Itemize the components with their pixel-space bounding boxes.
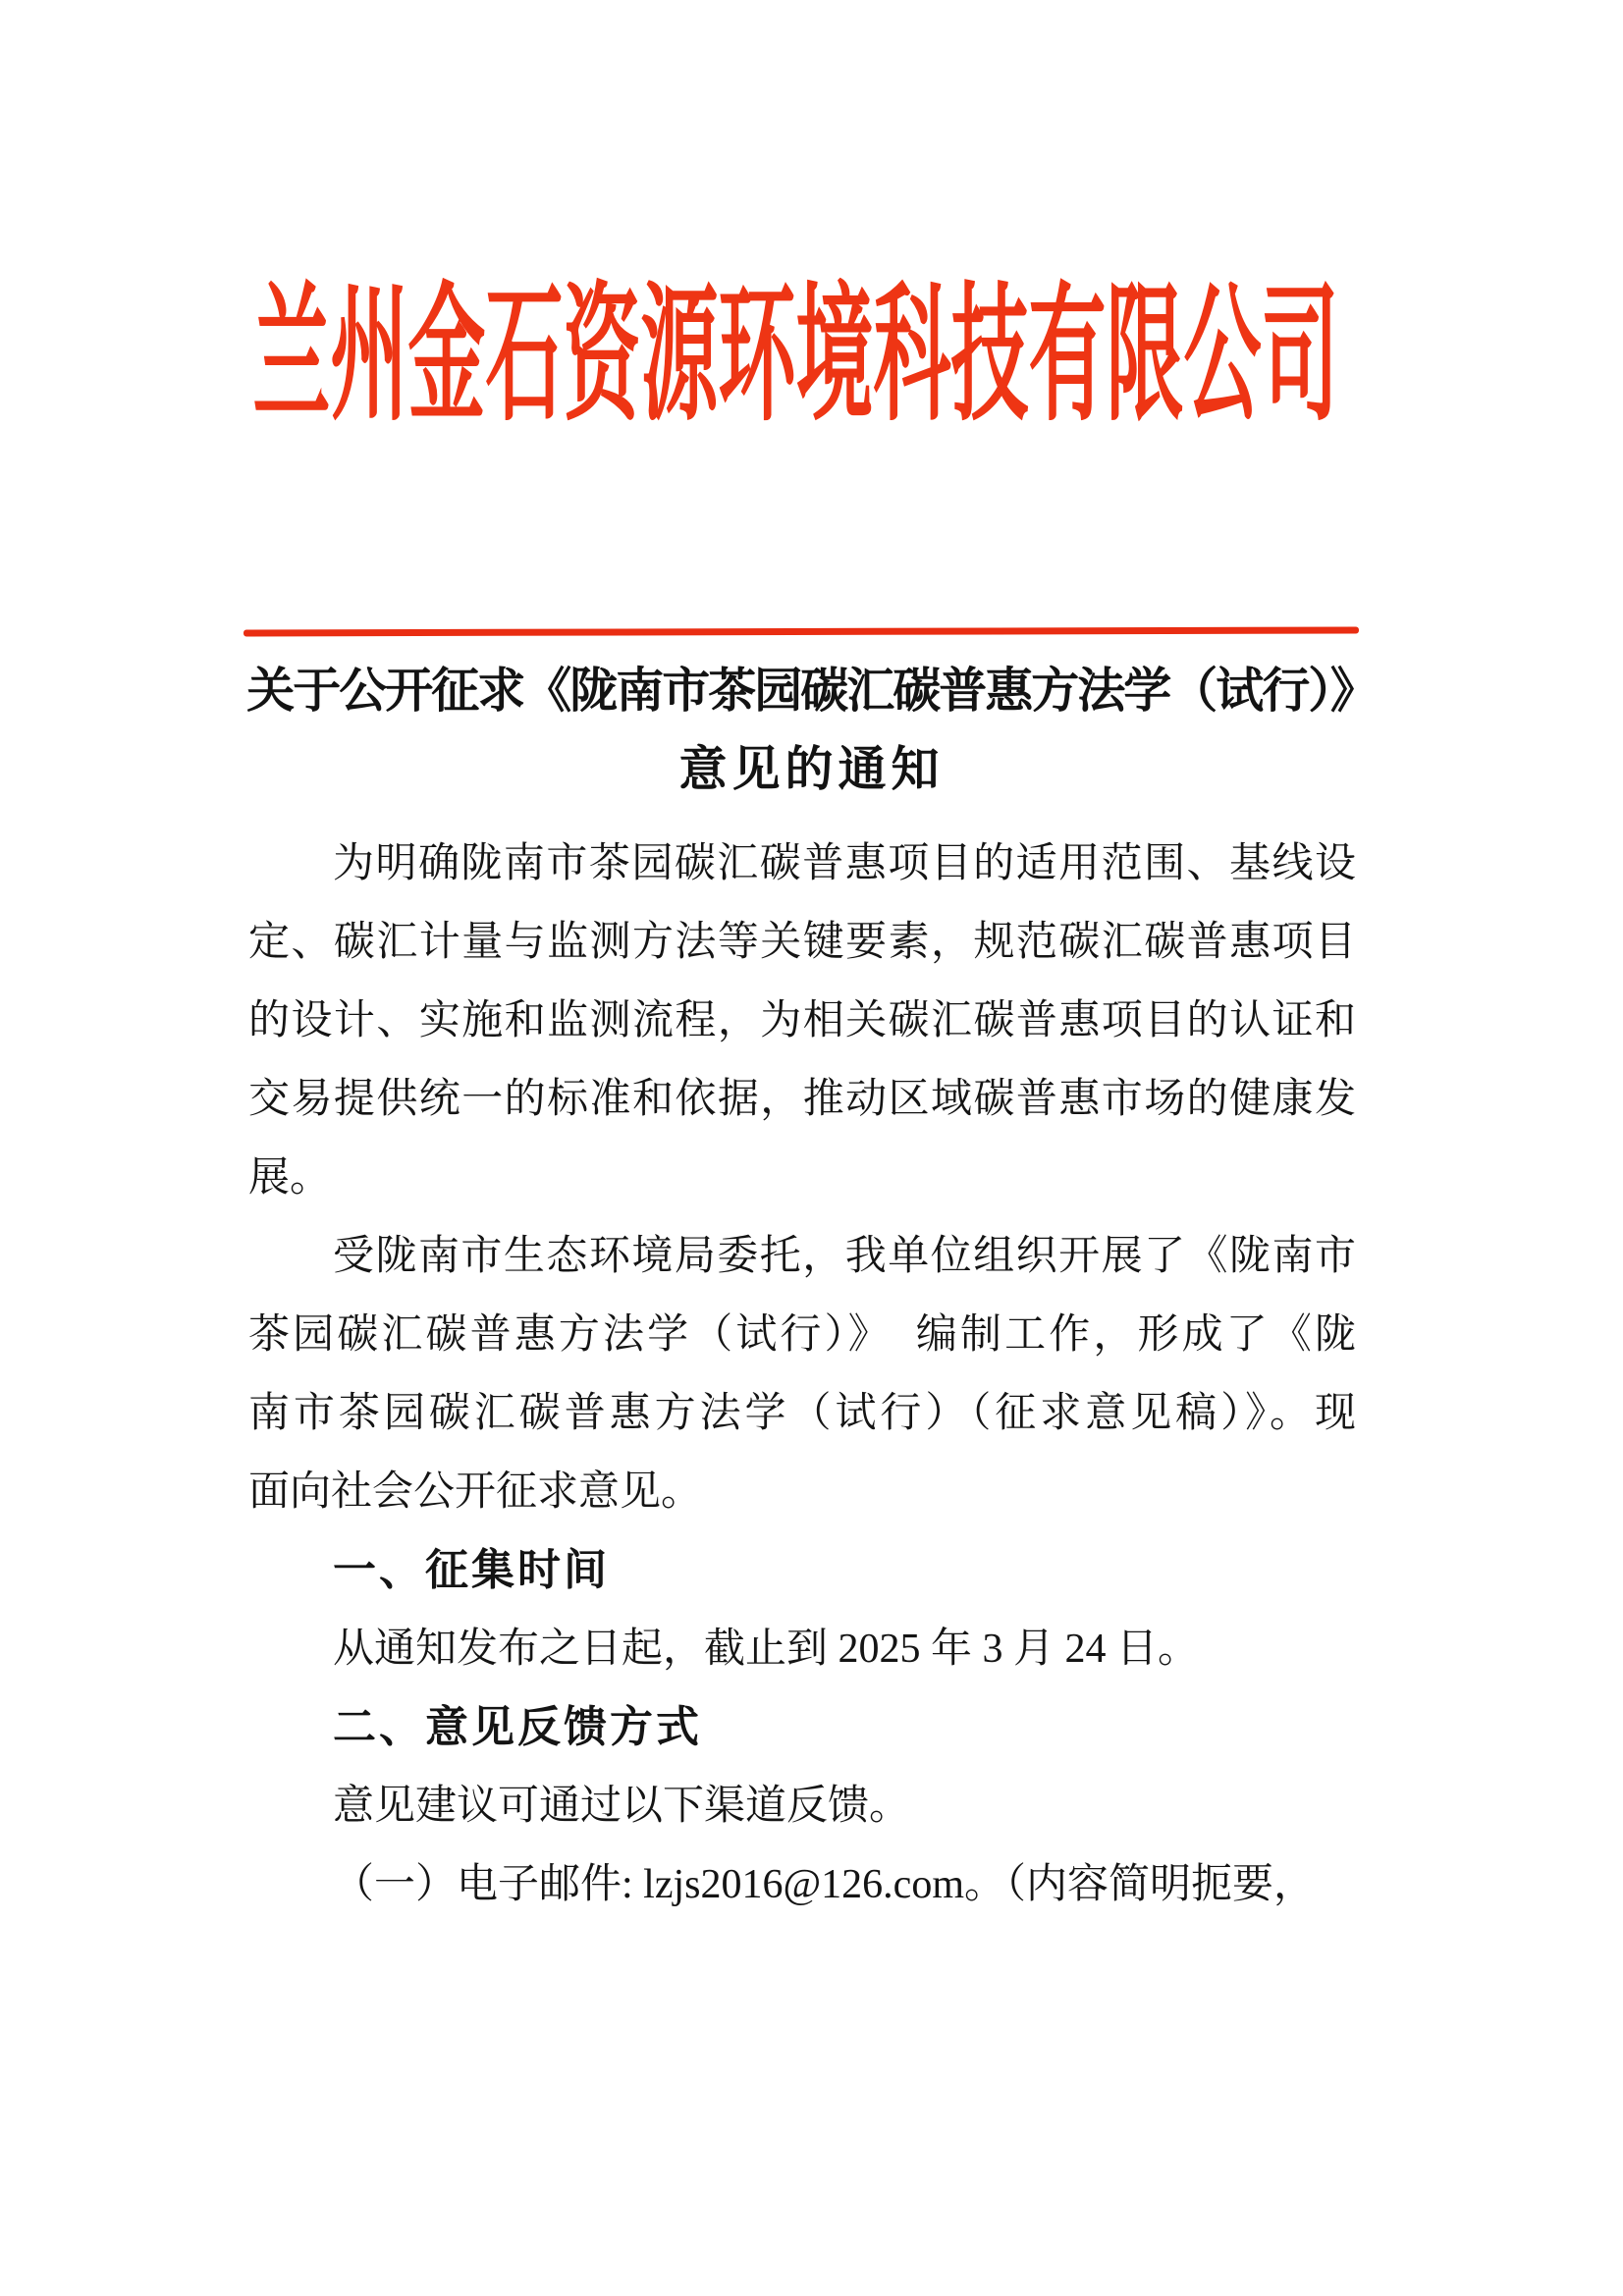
collection-deadline-line: 从通知发布之日起，截止到 2025 年 3 月 24 日。 [333,1627,1200,1672]
paragraph-line: 受陇南市生态环境局委托，我单位组织开展了《陇南市 [333,1234,1356,1279]
section-heading-collection-time: 一、征集时间 [333,1546,610,1594]
paragraph-line: 面向社会公开征求意见。 [248,1469,703,1515]
letterhead-divider-line [243,627,1359,637]
paragraph-line: 的设计、实施和监测流程，为相关碳汇碳普惠项目的认证和 [248,998,1356,1043]
paragraph-line: 交易提供统一的标准和依据，推动区域碳普惠市场的健康发 [248,1077,1356,1122]
feedback-channels-line: 意见建议可通过以下渠道反馈。 [333,1784,911,1829]
paragraph-line: 南市茶园碳汇碳普惠方法学（试行）（征求意见稿）》。现 [248,1391,1356,1436]
paragraph-line: 茶园碳汇碳普惠方法学（试行）》 编制工作，形成了《陇 [248,1312,1356,1358]
paragraph-line: 定、碳汇计量与监测方法等关键要素，规范碳汇碳普惠项目 [248,920,1356,965]
notice-title [0,652,1623,809]
notice-title-line-1: 关于公开征求《陇南市茶园碳汇碳普惠方法学（试行）》 [246,664,1377,718]
notice-body [248,825,1356,1924]
paragraph-line: 为明确陇南市茶园碳汇碳普惠项目的适用范围、基线设 [333,841,1356,886]
paragraph-line: 展。 [248,1155,332,1201]
notice-title-line-2: 意见的通知 [678,742,945,796]
company-letterhead: 兰州金石资源环境科技有限公司 [252,276,1339,441]
section-heading-feedback-method: 二、意见反馈方式 [333,1703,702,1751]
email-contact-line: （一）电子邮件: lzjs2016@126.com。（内容简明扼要， [333,1862,1315,1907]
